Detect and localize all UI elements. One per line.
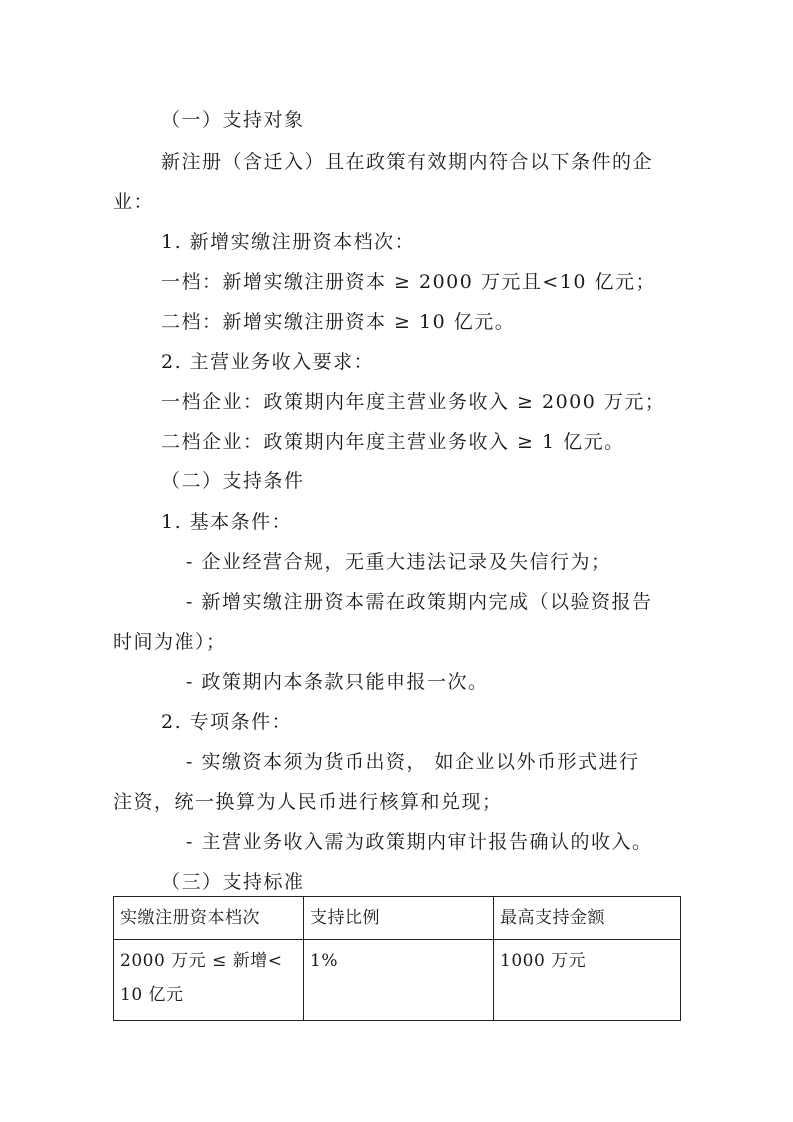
- table-header-cell: 最高支持金额: [494, 897, 681, 940]
- condition-item-continued: 注资，统一换算为人民币进行核算和兑现；: [113, 791, 503, 813]
- list-heading-capital-tier: 1. 新增实缴注册资本档次：: [161, 231, 416, 253]
- list-heading-basic-conditions: 1. 基本条件：: [161, 511, 293, 533]
- section-heading-support-target: （一）支持对象: [161, 109, 305, 131]
- table-header-cell: 支持比例: [304, 897, 494, 940]
- condition-item-continued: 时间为准）；: [113, 631, 227, 653]
- table-cell: 1000 万元: [494, 940, 681, 1021]
- condition-item: - 主营业务收入需为政策期内审计报告确认的收入。: [186, 831, 653, 853]
- list-heading-special-conditions: 2. 专项条件：: [161, 711, 293, 733]
- section-heading-support-standard: （三）支持标准: [161, 871, 305, 893]
- table-cell: 1%: [304, 940, 494, 1021]
- paragraph-line: 业：: [113, 191, 155, 213]
- paragraph-line: 新注册（含迁入）且在政策有效期内符合以下条件的企: [161, 151, 654, 173]
- tier-two-revenue: 二档企业：政策期内年度主营业务收入 ≥ 1 亿元。: [161, 431, 625, 453]
- table-header-row: [114, 897, 681, 940]
- tier-one-capital: 一档：新增实缴注册资本 ≥ 2000 万元且<10 亿元；: [161, 271, 657, 293]
- table-cell: 2000 万元 ≤ 新增< 10 亿元: [114, 940, 304, 1021]
- section-heading-support-conditions: （二）支持条件: [161, 470, 305, 492]
- table-row: [114, 940, 681, 1021]
- condition-item: - 实缴资本须为货币出资， 如企业以外币形式进行: [186, 751, 640, 773]
- condition-item: - 企业经营合规，无重大违法记录及失信行为；: [186, 551, 612, 573]
- tier-one-revenue: 一档企业：政策期内年度主营业务收入 ≥ 2000 万元；: [161, 391, 666, 413]
- tier-two-capital: 二档：新增实缴注册资本 ≥ 10 亿元。: [161, 311, 516, 333]
- condition-item: - 新增实缴注册资本需在政策期内完成（以验资报告: [186, 591, 653, 613]
- list-heading-revenue: 2. 主营业务收入要求：: [161, 351, 375, 373]
- table-header-cell: 实缴注册资本档次: [114, 897, 304, 940]
- condition-item: - 政策期内本条款只能申报一次。: [186, 671, 489, 693]
- support-standard-table: [113, 896, 681, 1021]
